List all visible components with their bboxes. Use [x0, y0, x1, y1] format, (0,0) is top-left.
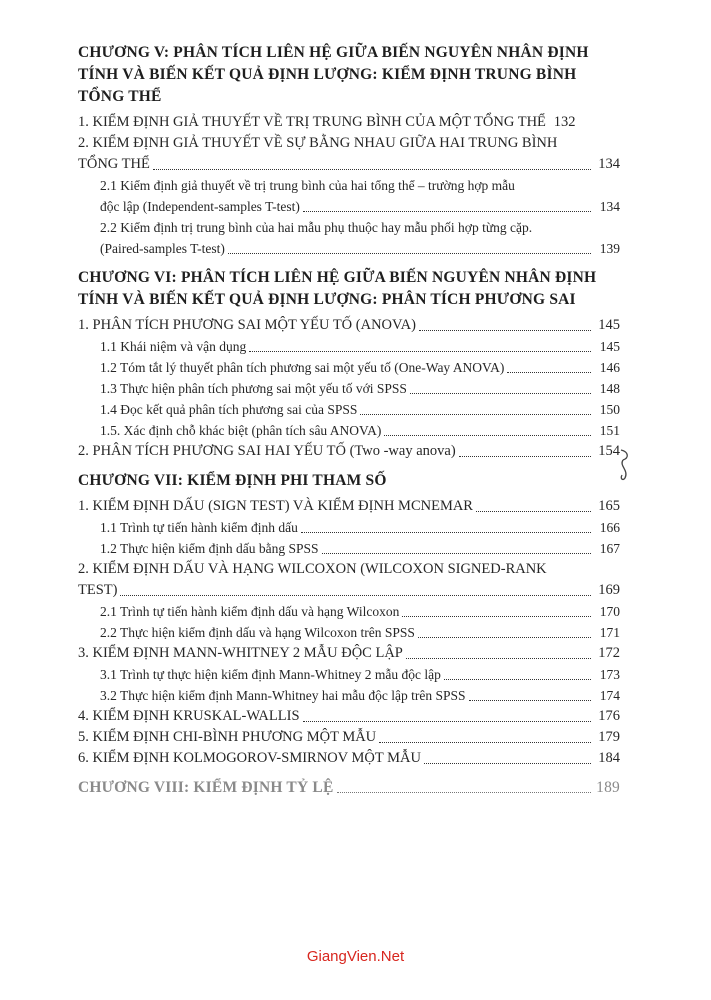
toc-entry-line: 2. KIỂM ĐỊNH GIẢ THUYẾT VỀ SỰ BẰNG NHAU GIỮA HAI TRUNG BÌNH	[78, 135, 558, 151]
toc-entry: 1.4 Đọc kết quả phân tích phương sai của SPSS 150	[100, 402, 620, 417]
toc-entry: 3.2 Thực hiện kiểm định Mann-Whitney hai mẫu độc lập trên SPSS 174	[100, 688, 620, 703]
toc-entry: (Paired-samples T-test) 139	[100, 241, 620, 256]
toc-entry: 1.2 Thực hiện kiểm định dấu bằng SPSS 167	[100, 541, 620, 556]
toc-entry: 2. PHÂN TÍCH PHƯƠNG SAI HAI YẾU TỐ (Two -way anova) 154	[78, 443, 620, 459]
toc-entry: 3.1 Trình tự thực hiện kiểm định Mann-Whitney 2 mẫu độc lập 173	[100, 667, 620, 682]
toc-entry: 1. PHÂN TÍCH PHƯƠNG SAI MỘT YẾU TỐ (ANOVA) 145	[78, 317, 620, 333]
toc-entry: 1. KIỂM ĐỊNH DẤU (SIGN TEST) VÀ KIỂM ĐỊNH MCNEMAR 165	[78, 498, 620, 514]
chapter-7-heading: CHƯƠNG VII: KIỂM ĐỊNH PHI THAM SỐ	[78, 472, 387, 489]
toc-entry: TEST) 169	[78, 582, 620, 598]
toc-entry: 1.3 Thực hiện phân tích phương sai một yếu tố với SPSS 148	[100, 381, 620, 396]
watermark-footer: GiangVien.Net	[306, 948, 405, 965]
toc-entry: 3. KIỂM ĐỊNH MANN-WHITNEY 2 MẪU ĐỘC LẬP 172	[78, 645, 620, 661]
toc-entry: 1.2 Tóm tắt lý thuyết phân tích phương sai một yếu tố (One-Way ANOVA) 146	[100, 360, 620, 375]
toc-entry: 4. KIỂM ĐỊNH KRUSKAL-WALLIS 176	[78, 708, 620, 724]
toc-entry: độc lập (Independent-samples T-test) 134	[100, 199, 620, 214]
toc-entry: 5. KIỂM ĐỊNH CHI-BÌNH PHƯƠNG MỘT MẪU 179	[78, 729, 620, 745]
chapter-8-entry: CHƯƠNG VIII: KIỂM ĐỊNH TỶ LỆ 189	[78, 779, 620, 796]
toc-entry-line: 2. KIỂM ĐỊNH DẤU VÀ HẠNG WILCOXON (WILCOXON SIGNED-RANK	[78, 561, 547, 577]
toc-entry: 2.2 Thực hiện kiểm định dấu và hạng Wilcoxon trên SPSS 171	[100, 625, 620, 640]
chapter-8-heading: CHƯƠNG VIII: KIỂM ĐỊNH TỶ LỆ	[78, 779, 334, 796]
toc-entry: 1.1 Khái niệm và vận dụng 145	[100, 339, 620, 354]
chapter-5-heading: CHƯƠNG V: PHÂN TÍCH LIÊN HỆ GIỮA BIẾN NGUYÊN NHÂN ĐỊNH TÍNH VÀ BIẾN KẾT QUẢ ĐỊNH LƯỢNG: KIỂM ĐỊNH TRUNG BÌNH TỔNG THỂ	[78, 44, 589, 105]
toc-entry: 6. KIỂM ĐỊNH KOLMOGOROV-SMIRNOV MỘT MẪU 184	[78, 750, 620, 766]
toc-entry: 1.1 Trình tự tiến hành kiểm định dấu 166	[100, 520, 620, 535]
toc-entry-line: 2.1 Kiểm định giả thuyết về trị trung bình của hai tổng thể – trường hợp mẫu	[100, 178, 515, 193]
handwritten-mark-icon	[615, 448, 633, 482]
toc-entry: TỔNG THỂ 134	[78, 156, 620, 172]
toc-entry: 2.1 Trình tự tiến hành kiểm định dấu và hạng Wilcoxon 170	[100, 604, 620, 619]
toc-entry-line: 2.2 Kiểm định trị trung bình của hai mẫu phụ thuộc hay mẫu phối hợp từng cặp.	[100, 220, 533, 235]
toc-entry: 1.5. Xác định chỗ khác biệt (phân tích sâu ANOVA) 151	[100, 423, 620, 438]
toc-entry: 1. KIỂM ĐỊNH GIẢ THUYẾT VỀ TRỊ TRUNG BÌNH CỦA MỘT TỔNG THỂ 132	[78, 114, 576, 130]
chapter-6-heading: CHƯƠNG VI: PHÂN TÍCH LIÊN HỆ GIỮA BIẾN NGUYÊN NHÂN ĐỊNH TÍNH VÀ BIẾN KẾT QUẢ ĐỊNH LƯỢNG: PHÂN TÍCH PHƯƠNG SAI	[78, 269, 597, 308]
table-of-contents	[78, 42, 620, 802]
